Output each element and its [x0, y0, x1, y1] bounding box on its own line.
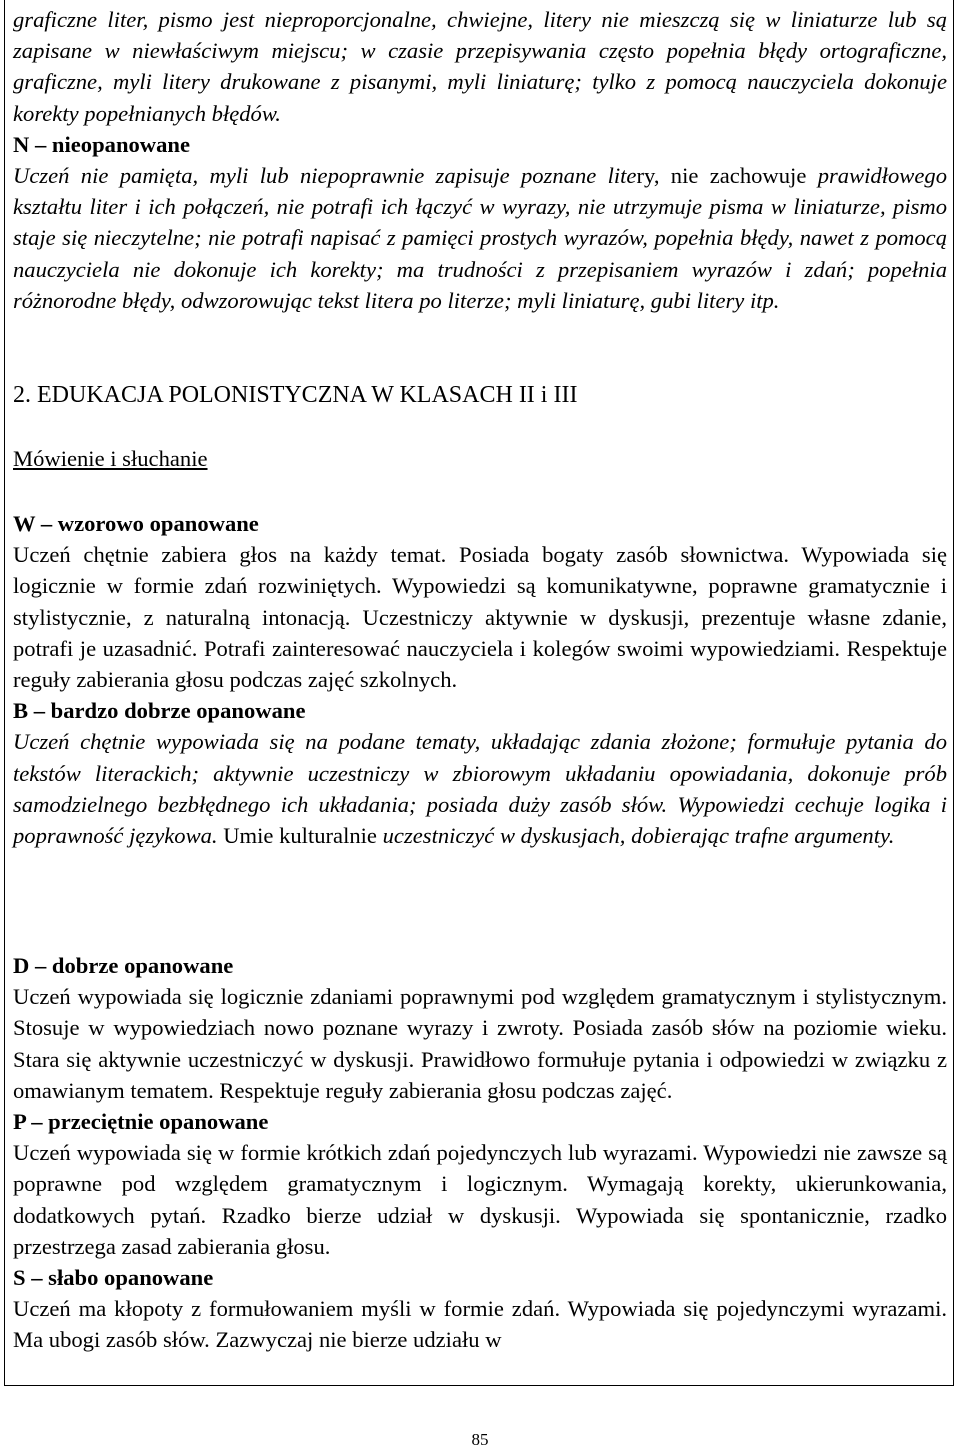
- n-heading: N – nieopanowane: [13, 131, 191, 157]
- b-heading: B – bardzo dobrze opanowane: [13, 698, 306, 724]
- intro-block: [13, 4, 947, 316]
- n-paragraph: [13, 160, 947, 316]
- n-text-a: Uczeń nie pamięta, myli lub niepoprawnie zapisuje poznane lite: [13, 163, 637, 189]
- subsection-title: Mówienie i słuchanie: [13, 446, 208, 471]
- w-heading: W – wzorowo opanowane: [13, 511, 259, 536]
- w-paragraph: Uczeń chętnie zabiera głos na każdy temat. Posiada bogaty zasób słownictwa. Wypowiada się logicznie w formie zdań rozwiniętych. Wypowiedzi są komunikatywne, poprawne gramatycznie i stylistycznie, z naturalną intonacją. Uczestniczy aktywnie w dyskusji, prezentuje własne zdanie, potrafi je uzasadnić. Potrafi zainteresować nauczyciela i kolegów swoimi wypowiedziami. Respektuje reguły zabierania głosu podczas zajęć szkolnych.: [13, 542, 947, 693]
- d-block: [13, 950, 947, 1356]
- p-heading: P – przeciętnie opanowane: [13, 1109, 269, 1135]
- b-text-italic-end: uczestniczyć w dyskusjach, dobierając trafne argumenty.: [382, 823, 895, 849]
- section-title: 2. EDUKACJA POLONISTYCZNA W KLASACH II i III: [13, 382, 578, 408]
- b-paragraph: [13, 726, 947, 851]
- n-text-c: prawidłowego kształtu liter i ich połączeń, nie potrafi ich łączyć w wyrazy, nie utrzymuje pisma w liniaturze, pismo staje się nieczytelne; nie potrafi napisać z pamięci prostych wyrazów, popełnia błędy, nawet z pomocą nauczyciela nie dokonuje ich korekty; ma trudności z przepisaniem wyrazów i zdań; popełnia różnorodne błędy, odwzorowując tekst litera po literze; myli liniaturę, gubi litery itp.: [13, 163, 947, 313]
- b-text-italic: Uczeń chętnie wypowiada się na podane tematy, układając zdania złożone; formułuje pytania do tekstów literackich; aktywnie uczestniczy w zbiorowym układaniu opowiadania, dokonuje prób samodzielnego bezbłędnego ich układania; posiada duży zasób słów. Wypowiedzi cechuje logika i poprawność językowa.: [13, 729, 947, 849]
- n-text-b: ry, nie zachowuje: [636, 163, 807, 189]
- p-paragraph: Uczeń wypowiada się w formie krótkich zdań pojedynczych lub wyrazami. Wypowiedzi nie zawsze są poprawne pod względem gramatycznym i logicznym. Wymagają korekty, ukierunkowania, dodatkowych pytań. Rzadko bierze udział w dyskusji. Wypowiada się spontanicznie, rzadko przestrzega zasad zabierania głosu.: [13, 1140, 947, 1259]
- page-number: 85: [471, 1430, 489, 1449]
- b-text-normal: Umie kulturalnie: [217, 823, 383, 849]
- intro-paragraph: graficzne liter, pismo jest nieproporcjonalne, chwiejne, litery nie mieszczą się w liniaturze lub są zapisane w niewłaściwym miejscu; w czasie przepisywania często popełnia błędy ortograficzne, graficzne, myli litery drukowane z pisanymi, myli liniaturę; tylko z pomocą nauczyciela dokonuje korekty popełnianych błędów.: [13, 7, 947, 126]
- d-heading: D – dobrze opanowane: [13, 953, 234, 978]
- d-paragraph: Uczeń wypowiada się logicznie zdaniami poprawnymi pod względem gramatycznym i stylistycznym. Stosuje w wypowiedziach nowo poznane wyrazy i zwroty. Posiada zasób słów na poziomie wieku. Stara się aktywnie uczestniczyć w dyskusji. Prawidłowo formułuje pytania i odpowiedzi w związku z omawianym tematem. Respektuje reguły zabierania głosu podczas zajęć.: [13, 984, 947, 1103]
- s-heading: S – słabo opanowane: [13, 1265, 214, 1291]
- w-block: [13, 508, 947, 851]
- s-paragraph: Uczeń ma kłopoty z formułowaniem myśli w formie zdań. Wypowiada się pojedynczymi wyrazami. Ma ubogi zasób słów. Zazwyczaj nie bierze udziału w: [13, 1296, 947, 1353]
